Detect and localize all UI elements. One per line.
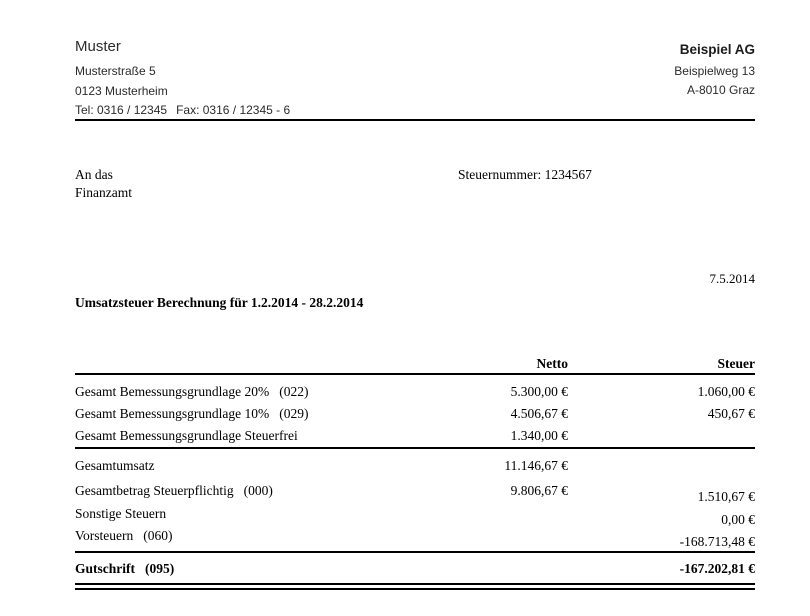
- sender-street: Musterstraße 5: [75, 64, 156, 78]
- row-steuer-value: -168.713,48 €: [679, 534, 755, 549]
- document-title: Umsatzsteuer Berechnung für 1.2.2014 - 28.2.2014: [75, 295, 364, 310]
- row-netto-value: 1.340,00 €: [510, 428, 568, 443]
- document-date: 7.5.2014: [709, 271, 755, 286]
- row-code: (022): [279, 384, 309, 399]
- sender-fax: Fax: 0316 / 12345 - 6: [176, 103, 291, 117]
- column-header-netto: Netto: [536, 356, 568, 371]
- row-steuer-value: 450,67 €: [707, 406, 755, 421]
- row-label: Gesamtumsatz: [75, 458, 155, 473]
- row-netto-value: 4.506,67 €: [510, 406, 568, 421]
- total-row: [75, 560, 755, 578]
- row-code: (029): [279, 406, 309, 421]
- table-row: [75, 482, 755, 504]
- column-header-steuer: Steuer: [717, 356, 755, 371]
- sender-name: Muster: [75, 38, 121, 55]
- company-city: A-8010 Graz: [686, 82, 755, 97]
- total-steuer-value: -167.202,81 €: [679, 561, 755, 576]
- table-header-rule: [75, 373, 755, 375]
- row-steuer-value: 0,00 €: [721, 512, 755, 527]
- row-label: Sonstige Steuern: [75, 506, 167, 521]
- table-row: [75, 505, 755, 527]
- row-code: (060): [143, 528, 173, 543]
- row-steuer-value: 1.060,00 €: [697, 384, 755, 399]
- addressee-block: [75, 166, 132, 202]
- row-label: Gesamt Bemessungsgrundlage 20% (022): [75, 384, 309, 399]
- company-block: [674, 41, 755, 99]
- company-street: Beispielweg 13: [674, 64, 755, 78]
- sender-city: 0123 Musterheim: [75, 83, 168, 98]
- row-label: Gesamt Bemessungsgrundlage 10% (029): [75, 406, 309, 421]
- section-divider-rule: [75, 447, 755, 449]
- sender-tel: Tel: 0316 / 12345: [75, 103, 168, 117]
- table-row: [75, 427, 755, 445]
- row-code: (000): [243, 483, 273, 498]
- row-netto-value: 9.806,67 €: [510, 483, 568, 498]
- total-label: Gutschrift (095): [75, 561, 175, 576]
- total-top-rule: [75, 551, 755, 553]
- table-row: [75, 405, 755, 423]
- table-row: [75, 527, 755, 549]
- tax-number: Steuernummer: 1234567: [458, 167, 592, 182]
- addressee-line1: An das: [75, 167, 113, 182]
- sender-contact: [75, 101, 290, 121]
- company-name: Beispiel AG: [679, 42, 755, 57]
- row-steuer-value: 1.510,67 €: [697, 489, 755, 504]
- row-label: Gesamt Bemessungsgrundlage Steuerfrei: [75, 428, 298, 443]
- row-label: Gesamtbetrag Steuerpflichtig (000): [75, 483, 273, 498]
- table-row: [75, 383, 755, 401]
- letterhead-divider: [75, 119, 755, 121]
- table-header-row: [75, 355, 755, 373]
- row-netto-value: 5.300,00 €: [510, 384, 568, 399]
- total-bottom-rule-2: [75, 588, 755, 590]
- total-code: (095): [145, 561, 175, 576]
- addressee-line2: Finanzamt: [75, 185, 132, 200]
- total-bottom-rule-1: [75, 583, 755, 585]
- table-row: [75, 457, 755, 475]
- row-netto-value: 11.146,67 €: [504, 458, 568, 473]
- sender-block: [75, 37, 290, 121]
- row-label: Vorsteuern (060): [75, 528, 173, 543]
